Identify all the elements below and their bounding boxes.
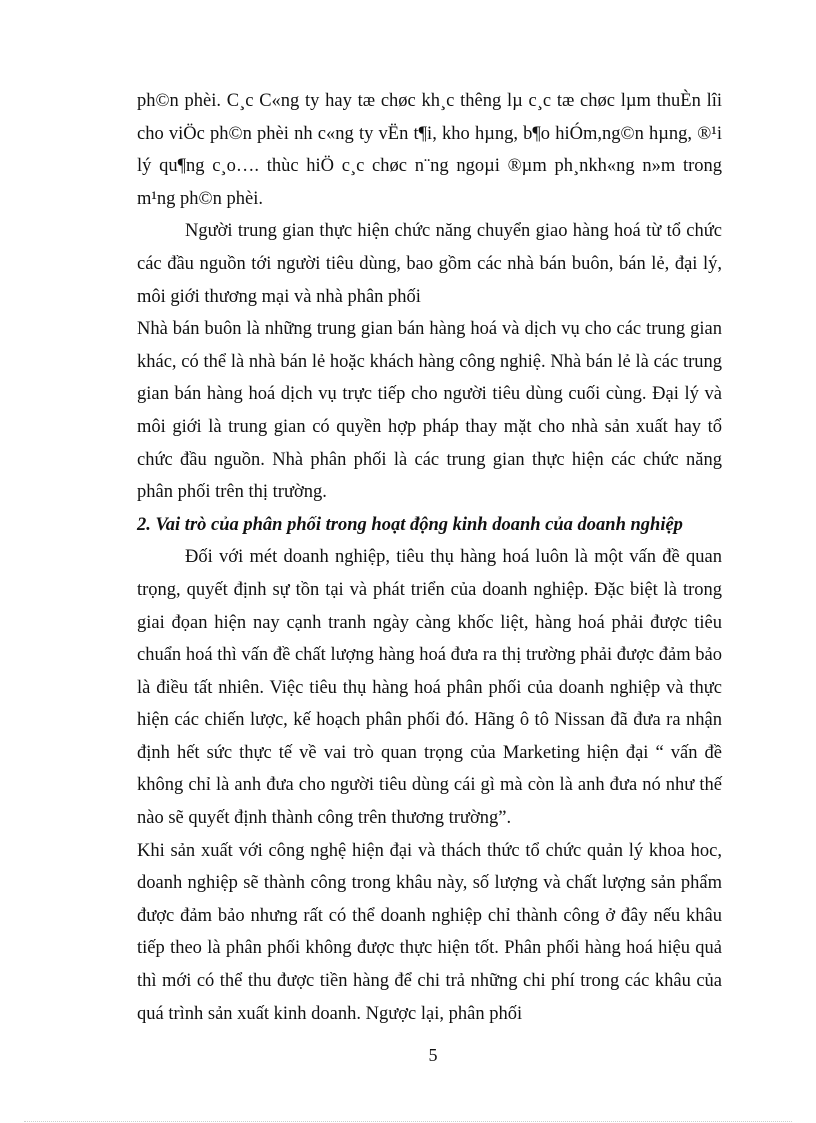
page-content bbox=[137, 85, 722, 1030]
section-heading: 2. Vai trò của phân phối trong hoạt động kinh doanh của doanh nghiệp bbox=[137, 514, 683, 535]
paragraph-production-and-distribution: Khi sản xuất với công nghệ hiện đại và thách thức tổ chức quản lý khoa hoc, doanh nghiệp sẽ thành công trong khâu này, số lượng và chất lượng sản phẩm được đảm bảo nhưng rất có thể doanh nghiệp chỉ thành công ở đây nếu khâu tiếp theo là phân phối không được thực hiện tốt. Phân phối hàng hoá hiệu quả thì mới có thể thu được tiền hàng để chi trả những chi phí trong các khâu của quá trình sản xuất kinh doanh. Ngược lại, phân phối bbox=[137, 840, 722, 1024]
paragraph-role-of-distribution: Đối với mét doanh nghiệp, tiêu thụ hàng hoá luôn là một vấn đề quan trọng, quyết định sự tồn tại và phát triển của doanh nghiệp. Đặc biệt là trong giai đọan hiện nay cạnh tranh ngày càng khốc liệt, hàng hoá phải được tiêu chuẩn hoá thì vấn đề chất lượng hàng hoá đưa ra thị trường phải được đảm bảo là điều tất nhiên. Việc tiêu thụ hàng hoá phân phối của doanh nghiệp và thực hiện các chiến lược, kế hoạch phân phối đó. Hãng ô tô Nissan đã đưa ra nhận định hết sức thực tế về vai trò quan trọng của Marketing hiện đại “ vấn đề không chỉ là anh đưa cho người tiêu dùng cái gì mà còn là anh đưa nó như thế nào sẽ quyết định thành công trên thương trường”. bbox=[137, 547, 722, 829]
page-number: 5 bbox=[428, 1045, 438, 1065]
paragraph-distribution-intermediaries: ph©n phèi. C¸c C«ng ty hay tæ chøc kh¸c thêng lµ c¸c tæ chøc lµm thuÈn lîi cho viÖc ph©n phèi nh c«ng ty vËn t¶i, kho hµng, b¶o hiÓm,ng©n hµng, ®¹i lý qu¶ng c¸o…. thùc hiÖ c¸c chøc n¨ng ngoµi ®µm ph¸nkh«ng n»m trong m¹ng ph©n phèi. bbox=[137, 91, 722, 209]
paragraph-wholesale-retail: Nhà bán buôn là những trung gian bán hàng hoá và dịch vụ cho các trung gian khác, có thể là nhà bán lẻ hoặc khách hàng công nghiệ. Nhà bán lẻ là các trung gian bán hàng hoá dịch vụ trực tiếp cho người tiêu dùng cuối cùng. Đại lý và môi giới là trung gian có quyền hợp pháp thay mặt cho nhà sản xuất hay tổ chức đầu nguồn. Nhà phân phối là các trung gian thực hiện các chức năng phân phối trên thị trường. bbox=[137, 319, 722, 503]
paragraph-intermediary-definition: Người trung gian thực hiện chức năng chuyển giao hàng hoá từ tổ chức các đầu nguồn tới người tiêu dùng, bao gồm các nhà bán buôn, bán lẻ, đại lý, môi giới thương mại và nhà phân phối bbox=[137, 221, 722, 307]
page-bottom-border bbox=[24, 1121, 792, 1122]
